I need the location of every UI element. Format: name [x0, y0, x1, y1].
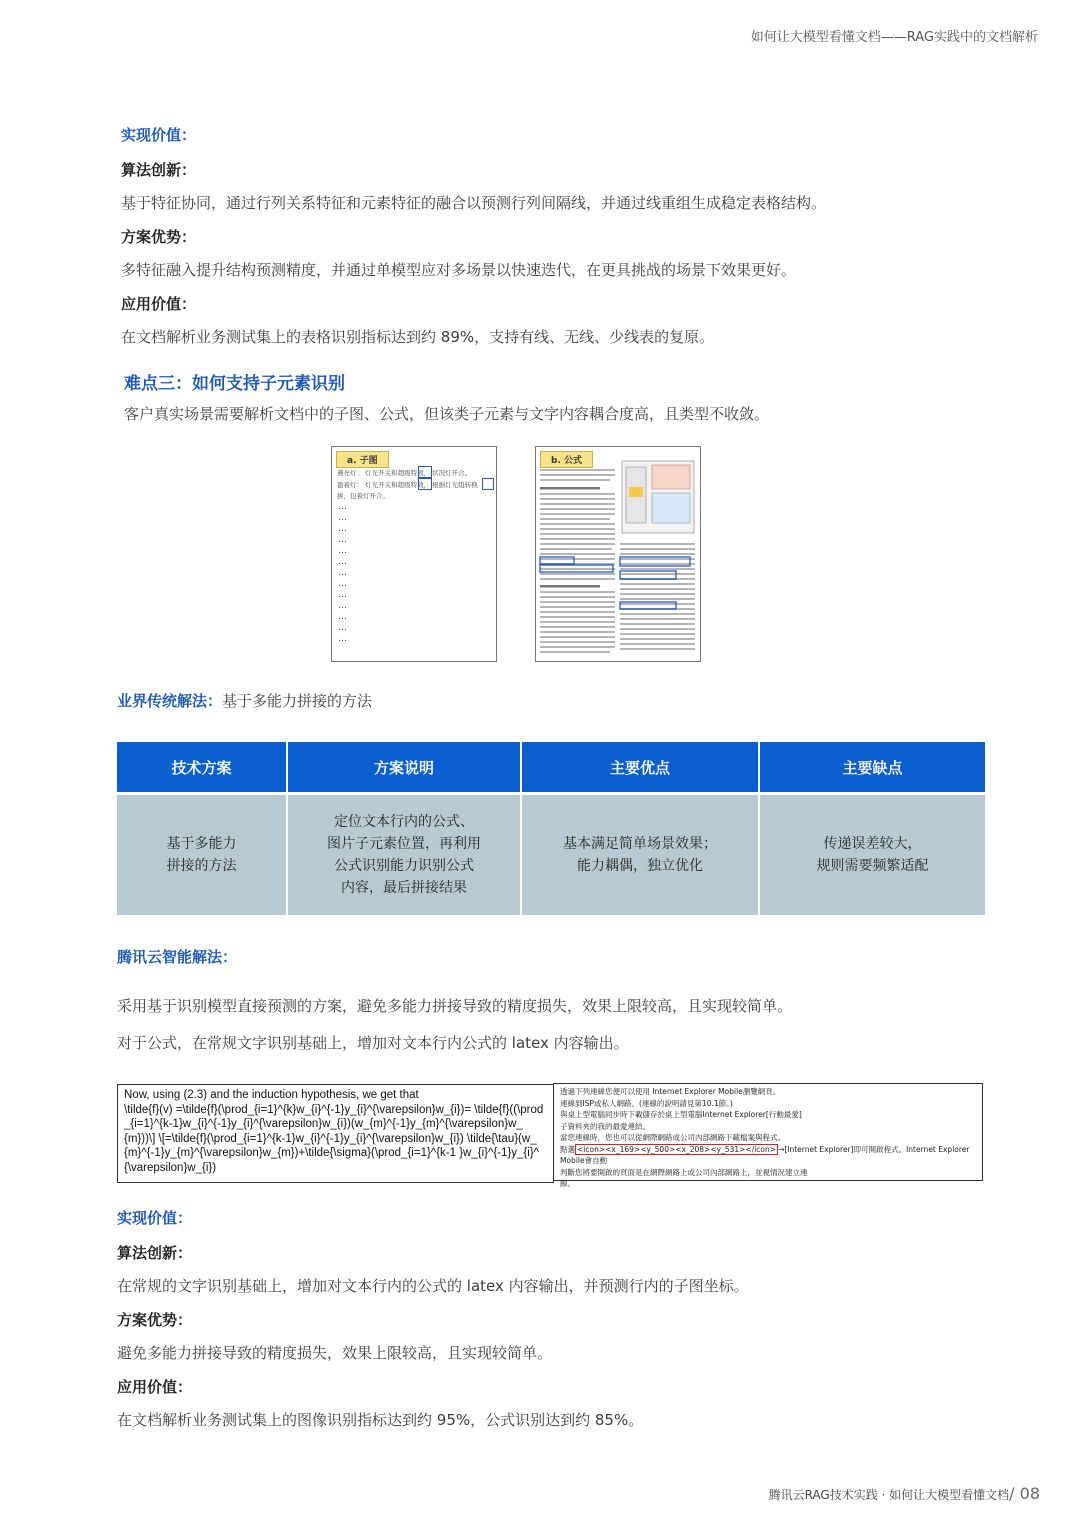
app-text-2: 在文档解析业务测试集上的图像识别指标达到约 95%，公式识别达到约 85%。: [117, 1411, 644, 1429]
thumb-tag-formula: b. 公式: [540, 451, 593, 468]
ocr-output-example: 透過下列連線您便可以使用 Internet Explorer Mobile瀏覽網頁。 連線到ISP或私人網路。(連線的說明請見第10.1節。) 與桌上型電腦同步時下載儲存於桌上型電腦Internet Explorer[行動最愛] 子資料夾的我的最愛連結。 當您連線時，您也可以從網際網路或公司內部網路下載檔案與程式。 點選 <icon><x_169><y_500><x_208><y_531></icon> →[Internet Explorer]即可開啟程式。Internet Explorer Mobile會自動 判斷您將要開啟的頁面是在網際網路上或公司內部網路上，並視情況建立連 線。: [553, 1083, 983, 1181]
subfigure-bbox: [418, 478, 432, 490]
paper-page-illustration: [536, 447, 700, 661]
section-desc: 客户真实场景需要解析文档中的子图、公式，但该类子元素与文字内容耦合度高，且类型不收敛。: [124, 405, 770, 423]
tencent-para-1: 采用基于识别模型直接预测的方案，避免多能力拼接导致的精度损失，效果上限较高，且实现较简单。: [117, 997, 793, 1015]
algo-label-2: 算法创新：: [117, 1244, 193, 1262]
table-header-cell: 方案说明: [287, 742, 521, 794]
tencent-para-2: 对于公式，在常规文字识别基础上，增加对文本行内公式的 latex 内容输出。: [117, 1034, 629, 1052]
formula-example-image: [535, 446, 701, 662]
latex-output-example: Now, using (2.3) and the induction hypothesis, we get that \tilde{f}(v) =\tilde{f}(\prod_{i=1}^{k}w_{i}^{-1}y_{i}^{\varepsilon}w_{i})= \tilde{f}((\prod_{i=1}^{k-1}w_{i}^{-1}y_{i}^{\varepsilon}w_{i})(w_{m}^{-1}y_{m}^{\varepsilon}w_{m}))\] \[=\tilde{f}(\prod_{i=1}^{k-1}w_{i}^{-1}y_{i}^{\varepsilon}w_{i}) \tilde{\tau}(w_{m}^{-1}y_{m}^{\varepsilon}w_{m})+\tilde{\sigma}(\prod_{i=1}^{k-1 }w_{i}^{-1}y_{i}^{\varepsilon}w_{i}): [117, 1084, 554, 1183]
table-header-cell: 主要优点: [521, 742, 759, 794]
algo-text: 基于特征协同，通过行列关系特征和元素特征的融合以预测行列间隔线，并通过线重组生成稳定表格结构。: [121, 194, 827, 212]
adv-label: 方案优势：: [121, 228, 197, 246]
table-cell: 传递误差较大， 规则需要频繁适配: [759, 794, 985, 916]
algo-text-2: 在常规的文字识别基础上，增加对文本行内的公式的 latex 内容输出，并预测行内的子图坐标。: [117, 1277, 749, 1295]
comparison-table: [117, 742, 985, 915]
page-header: 如何让大模型看懂文档——RAG实践中的文档解析: [750, 30, 1038, 45]
subfigure-bbox: [482, 478, 494, 490]
table-cell: 基本满足简单场景效果； 能力耦偶，独立优化: [521, 794, 759, 916]
tencent-label: 腾讯云智能解法：: [117, 948, 238, 966]
subfigure-bbox: [418, 466, 432, 478]
page-footer: [769, 1484, 1040, 1503]
table-header-cell: 主要缺点: [759, 742, 985, 794]
adv-text-2: 避免多能力拼接导致的精度损失，效果上限较高，且实现较简单。: [117, 1344, 553, 1362]
traditional-label: 业界传统解法：: [117, 692, 223, 710]
table-header-row: [117, 742, 985, 794]
traditional-method: [117, 690, 372, 711]
table-header-cell: 技术方案: [117, 742, 287, 794]
thumb-tag-subfigure: a. 子图: [336, 451, 389, 468]
thumb-text-line: 拼，包着灯开合。: [337, 492, 389, 500]
adv-text: 多特征融入提升结构预测精度，并通过单模型应对多场景以快速迭代，在更具挑战的场景下效果更好。: [121, 261, 797, 279]
footer-text: 腾讯云RAG技术实践 · 如何让大模型看懂文档: [768, 1488, 1010, 1502]
value-heading: 实现价值：: [121, 126, 197, 144]
app-text: 在文档解析业务测试集上的表格识别指标达到约 89%，支持有线、无线、少线表的复原。: [121, 328, 715, 346]
table-cell: 定位文本行内的公式、 图片子元素位置，再利用 公式识别能力识别公式 内容，最后拼接结果: [287, 794, 521, 916]
app-label-2: 应用价值：: [117, 1378, 193, 1396]
value-heading-2: 实现价值：: [117, 1209, 193, 1227]
table-row: [117, 794, 985, 916]
icon-tag-highlight: <icon><x_169><y_500><x_208><y_531></icon>: [577, 1144, 777, 1154]
table-cell: 基于多能力 拼接的方法: [117, 794, 287, 916]
section-title: 难点三：如何支持子元素识别: [124, 374, 345, 394]
traditional-text: 基于多能力拼接的方法: [222, 692, 373, 710]
thumb-text-line: 盈着灯： 灯光开关和超级特效， 根据灯光组转换: [337, 481, 478, 489]
app-label: 应用价值：: [121, 295, 197, 313]
thumb-text-line: 遇亮灯： 灯光开关和超级特效， 状况灯开合。: [337, 469, 472, 477]
adv-label-2: 方案优势：: [117, 1311, 193, 1329]
algo-label: 算法创新：: [121, 161, 197, 179]
page-number: / 08: [1009, 1484, 1040, 1503]
subfigure-example-image: a. 子图 遇亮灯： 灯光开关和超级特效， 状况灯开合。 盈着灯： 灯光开关和超级特效， 根据灯光组转换 拼，包着灯开合。 … … … … … … … … … … … … …: [331, 446, 497, 662]
